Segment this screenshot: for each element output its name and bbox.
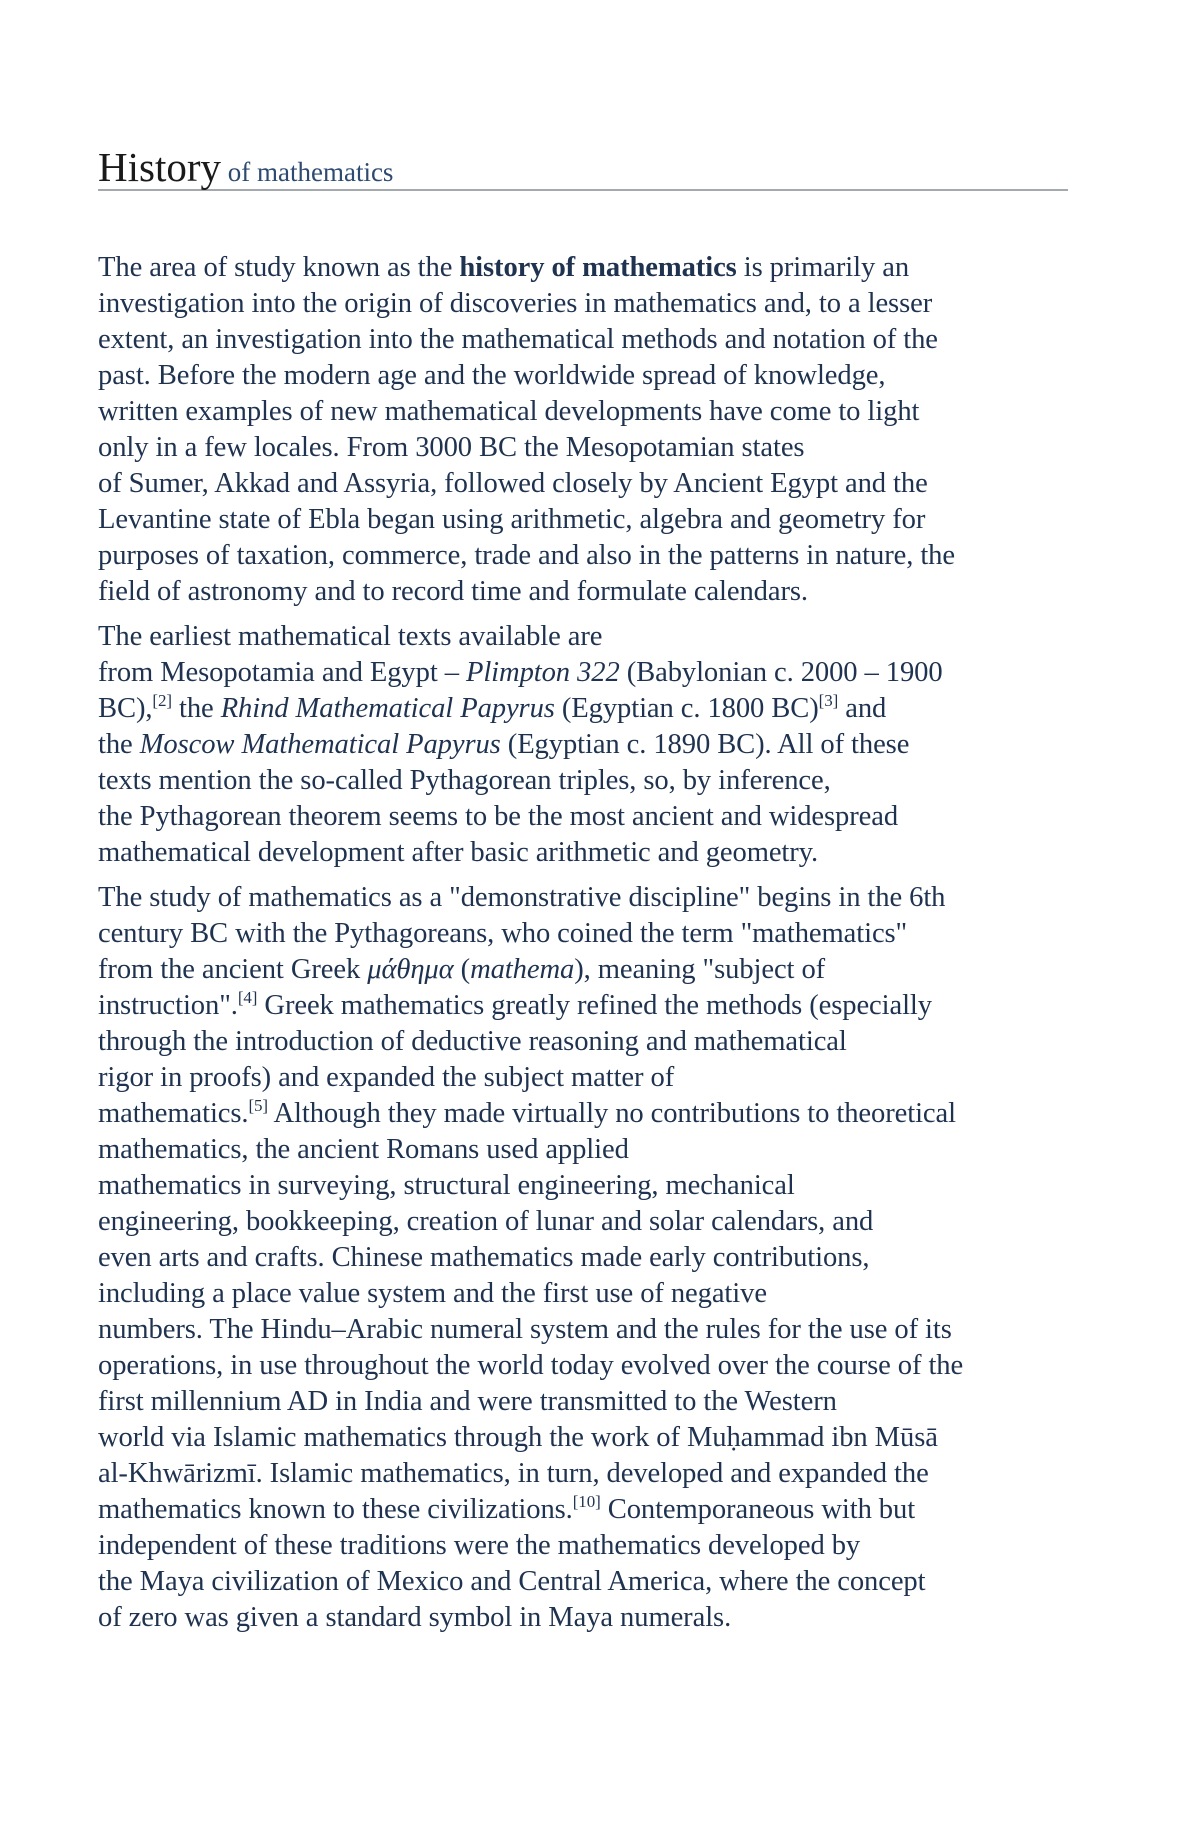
citation-ref: [4] [237, 988, 258, 1007]
text-run: Greek mathematics greatly refined the methods (especially [257, 990, 932, 1021]
text-line [98, 1528, 1068, 1564]
citation-ref: [2] [152, 691, 172, 710]
text-run: extent, an investigation into the mathematical methods and notation of the [98, 324, 938, 355]
text-run: mathematics. [98, 1098, 249, 1129]
text-line [98, 430, 1068, 466]
text-run: the Pythagorean theorem seems to be the most ancient and widespread [98, 801, 899, 832]
citation-ref: [5] [248, 1096, 268, 1115]
text-run: and [838, 693, 887, 724]
text-run: of zero was given a standard symbol in Maya numerals. [98, 1602, 732, 1633]
section-heading [98, 143, 1068, 191]
text-line [98, 1132, 1068, 1168]
text-line [98, 394, 1068, 430]
bold-term: history of mathematics [459, 252, 737, 283]
heading-title: History [98, 144, 221, 190]
text-line [98, 1240, 1068, 1276]
text-line [98, 1024, 1068, 1060]
text-run: The earliest mathematical texts available are [98, 621, 603, 652]
text-run: first millennium AD in India and were transmitted to the Western [98, 1386, 837, 1417]
text-run: only in a few locales. From 3000 BC the Mesopotamian states [98, 432, 805, 463]
text-line [98, 322, 1068, 358]
italic-term: Moscow Mathematical Papyrus [139, 729, 501, 760]
text-run: (Babylonian c. 2000 – 1900 [619, 657, 943, 688]
italic-term: Rhind Mathematical Papyrus [220, 693, 555, 724]
text-run: (Egyptian c. 1890 BC). All of these [500, 729, 910, 760]
paragraph [98, 250, 1068, 610]
text-run: including a place value system and the first use of negative [98, 1278, 767, 1309]
text-line [98, 502, 1068, 538]
text-line [98, 1060, 1068, 1096]
text-line [98, 358, 1068, 394]
text-run: The study of mathematics as a "demonstrative discipline" begins in the 6th [98, 882, 946, 913]
text-run: the Maya civilization of Mexico and Central America, where the concept [98, 1566, 926, 1597]
text-line [98, 286, 1068, 322]
text-run: texts mention the so-called Pythagorean triples, so, by inference, [98, 765, 831, 796]
text-line [98, 763, 1068, 799]
text-line [98, 1312, 1068, 1348]
text-line [98, 727, 1068, 763]
text-run: the [171, 693, 221, 724]
text-line [98, 952, 1068, 988]
text-run: al-Khwārizmī. Islamic mathematics, in turn, developed and expanded the [98, 1458, 929, 1489]
text-run: engineering, bookkeeping, creation of lunar and solar calendars, and [98, 1206, 874, 1237]
italic-term: mathema [470, 954, 575, 985]
text-run: mathematics, the ancient Romans used applied [98, 1134, 629, 1165]
text-line [98, 250, 1068, 286]
text-line [98, 1348, 1068, 1384]
text-run: investigation into the origin of discoveries in mathematics and, to a lesser [98, 288, 933, 319]
text-run: operations, in use throughout the world today evolved over the course of the [98, 1350, 964, 1381]
text-run: through the introduction of deductive reasoning and mathematical [98, 1026, 847, 1057]
text-run: purposes of taxation, commerce, trade and also in the patterns in nature, the [98, 540, 955, 571]
article-body [98, 250, 1068, 1645]
text-line [98, 1096, 1068, 1132]
text-run: The area of study known as the [98, 252, 460, 283]
text-run: ( [453, 954, 471, 985]
text-line [98, 619, 1068, 655]
text-run: rigor in proofs) and expanded the subject matter of [98, 1062, 675, 1093]
text-line [98, 574, 1068, 610]
text-line [98, 1492, 1068, 1528]
citation-ref: [10] [572, 1492, 601, 1511]
text-line [98, 880, 1068, 916]
text-run: mathematical development after basic arithmetic and geometry. [98, 837, 819, 868]
paragraph [98, 619, 1068, 871]
text-line [98, 466, 1068, 502]
heading-subtitle: of mathematics [221, 157, 394, 187]
text-line [98, 1204, 1068, 1240]
text-run: independent of these traditions were the mathematics developed by [98, 1530, 861, 1561]
text-run: (Egyptian c. 1800 BC) [554, 693, 819, 724]
text-run: past. Before the modern age and the worldwide spread of knowledge, [98, 360, 886, 391]
text-run: mathematics in surveying, structural engineering, mechanical [98, 1170, 795, 1201]
text-run: BC), [98, 693, 153, 724]
italic-term: Plimpton 322 [465, 657, 620, 688]
text-line [98, 799, 1068, 835]
text-line [98, 1600, 1068, 1636]
text-line [98, 1276, 1068, 1312]
text-run: Although they made virtually no contributions to theoretical [267, 1098, 956, 1129]
text-line [98, 988, 1068, 1024]
text-run: instruction". [98, 990, 238, 1021]
paragraph [98, 880, 1068, 1636]
text-run: century BC with the Pythagoreans, who coined the term "mathematics" [98, 918, 908, 949]
text-run: Contemporaneous with but [600, 1494, 916, 1525]
text-run: Levantine state of Ebla began using arithmetic, algebra and geometry for [98, 504, 926, 535]
text-run: of Sumer, Akkad and Assyria, followed closely by Ancient Egypt and the [98, 468, 928, 499]
citation-ref: [3] [818, 691, 839, 710]
text-line [98, 691, 1068, 727]
italic-term: μάθημα [367, 954, 454, 985]
text-run: is primarily an [736, 252, 910, 283]
text-run: world via Islamic mathematics through the work of Muḥammad ibn Mūsā [98, 1422, 938, 1453]
text-run: the [98, 729, 140, 760]
text-line [98, 1420, 1068, 1456]
text-run: from Mesopotamia and Egypt – [98, 657, 466, 688]
text-run: numbers. The Hindu–Arabic numeral system and the rules for the use of its [98, 1314, 952, 1345]
text-line [98, 916, 1068, 952]
text-run: ), meaning "subject of [574, 954, 826, 985]
text-line [98, 835, 1068, 871]
text-run: mathematics known to these civilizations. [98, 1494, 573, 1525]
text-line [98, 1168, 1068, 1204]
text-line [98, 1564, 1068, 1600]
text-run: even arts and crafts. Chinese mathematics made early contributions, [98, 1242, 870, 1273]
text-line [98, 1384, 1068, 1420]
text-run: written examples of new mathematical developments have come to light [98, 396, 920, 427]
text-run: from the ancient Greek [98, 954, 368, 985]
text-line [98, 1456, 1068, 1492]
text-line [98, 655, 1068, 691]
text-line [98, 538, 1068, 574]
text-run: field of astronomy and to record time and formulate calendars. [98, 576, 808, 607]
